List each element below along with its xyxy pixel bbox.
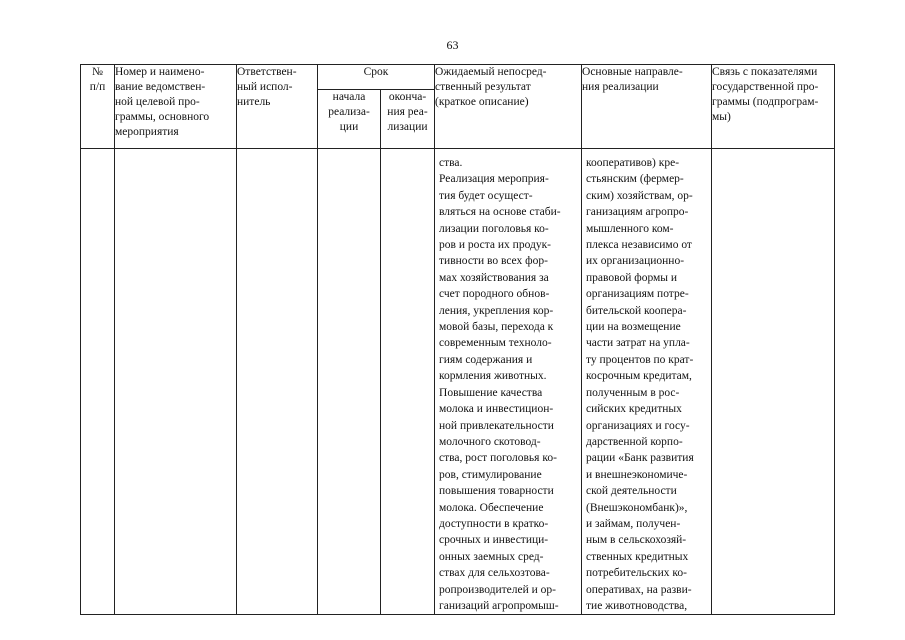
cell-indicators-link (712, 149, 835, 615)
page-number: 63 (446, 38, 459, 52)
header-responsible: Ответствен- ный испол- нитель (237, 65, 318, 149)
cell-period-start (318, 149, 381, 615)
header-number: № п/п (81, 65, 115, 149)
expected-result-text: ства. Реализация мероприя- тия будет осущест- вляться на основе стаби- лизации поголовья ко- ров и роста их продук- тивности во всех фор- мах хозяйствования за счет породного обнов- ления, укрепления кор- мовой базы, перехода к современным техноло- гиям содержания и кормления животных. Повышение качества молока и инвестицион- ной привлекательности молочного скотовод- ства, рост поголовья ко- ров, стимулирование повышения товарности молока. Обеспечение доступности в кратко- срочных и инвестици- онных заемных сред- ствах для сельхозтова- ропроизводителей и ор- ганизаций агропромыш- (439, 157, 561, 612)
header-period: Срок (318, 65, 435, 90)
header-indicators-link: Связь с показателями государственной про- граммы (подпрограм- мы) (712, 65, 835, 149)
header-directions: Основные направле- ния реализации (582, 65, 712, 149)
cell-expected-result (435, 149, 582, 615)
header-period-start: начала реализа- ции (318, 90, 381, 149)
program-activities-table (80, 64, 835, 615)
cell-period-end (381, 149, 435, 615)
cell-number (81, 149, 115, 615)
header-program-name: Номер и наимено- вание ведомствен- ной целевой про- граммы, основного мероприятия (115, 65, 237, 149)
cell-directions (582, 149, 712, 615)
cell-program-name (115, 149, 237, 615)
cell-responsible (237, 149, 318, 615)
table-row (81, 149, 835, 615)
directions-text: кооперативов) кре- стьянским (фермер- ским) хозяйствам, ор- ганизациям агропро- мышленного ком- плекса независимо от их организационно- правовой формы и организациям потре- бительской коопера- ции на возмещение части затрат на упла- ту процентов по крат- косрочным кредитам, полученным в рос- сийских кредитных организациях и госу- дарственной корпо- рации «Банк развития и внешнеэкономиче- ской деятельности (Внешэкономбанк)», и займам, получен- ным в сельскохозяй- ственных кредитных потребительских ко- оперативах, на разви- тие животноводства, (586, 157, 694, 612)
header-period-end: оконча- ния реа- лизации (381, 90, 435, 149)
header-expected-result: Ожидаемый непосред- ственный результат (краткое описание) (435, 65, 582, 149)
